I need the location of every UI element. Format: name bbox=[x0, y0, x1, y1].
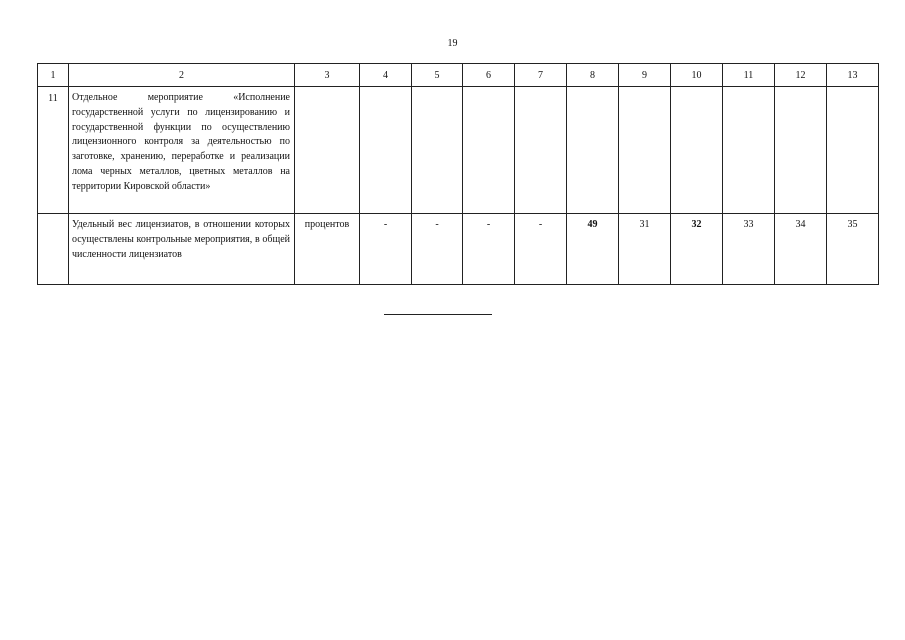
value-cell: - bbox=[360, 214, 412, 285]
column-number: 8 bbox=[567, 64, 619, 87]
column-number: 3 bbox=[295, 64, 360, 87]
value-cell bbox=[827, 87, 879, 214]
column-number: 10 bbox=[671, 64, 723, 87]
value-cell: - bbox=[412, 214, 463, 285]
end-divider bbox=[384, 314, 492, 315]
value-cell bbox=[567, 87, 619, 214]
column-number: 1 bbox=[38, 64, 69, 87]
value-cell: 49 bbox=[567, 214, 619, 285]
value-cell bbox=[775, 87, 827, 214]
column-number: 2 bbox=[69, 64, 295, 87]
column-number: 4 bbox=[360, 64, 412, 87]
value-cell bbox=[515, 87, 567, 214]
value-cell bbox=[723, 87, 775, 214]
page-number: 19 bbox=[447, 38, 458, 49]
value-cell bbox=[619, 87, 671, 214]
value-cell bbox=[412, 87, 463, 214]
row-number: 11 bbox=[38, 87, 69, 214]
table-row bbox=[38, 214, 879, 285]
row-unit: процентов bbox=[295, 214, 360, 285]
column-number: 7 bbox=[515, 64, 567, 87]
value-cell: 31 bbox=[619, 214, 671, 285]
value-cell: 33 bbox=[723, 214, 775, 285]
column-number: 11 bbox=[723, 64, 775, 87]
value-cell: - bbox=[515, 214, 567, 285]
value-cell bbox=[671, 87, 723, 214]
value-cell bbox=[360, 87, 412, 214]
column-number: 5 bbox=[412, 64, 463, 87]
row-name: Удельный вес лицензиатов, в отношении которых осуществлены контрольные мероприятия, в общей численности лицензиатов bbox=[69, 214, 295, 285]
column-number: 12 bbox=[775, 64, 827, 87]
column-number: 6 bbox=[463, 64, 515, 87]
value-cell bbox=[463, 87, 515, 214]
value-cell: 34 bbox=[775, 214, 827, 285]
column-numbers-row bbox=[38, 64, 879, 87]
row-unit bbox=[295, 87, 360, 214]
row-name: Отдельное мероприятие «Исполнение государственной услуги по лицензированию и государственной функции по осуществлению лицензионного контроля за деятельностью по заготовке, хранению, переработке и реализации лома черных металлов, цветных металлов на территории Кировской области» bbox=[69, 87, 295, 214]
value-cell: 35 bbox=[827, 214, 879, 285]
row-number bbox=[38, 214, 69, 285]
column-number: 9 bbox=[619, 64, 671, 87]
value-cell: - bbox=[463, 214, 515, 285]
indicators-table bbox=[37, 63, 879, 285]
value-cell: 32 bbox=[671, 214, 723, 285]
column-number: 13 bbox=[827, 64, 879, 87]
table-row bbox=[38, 87, 879, 214]
